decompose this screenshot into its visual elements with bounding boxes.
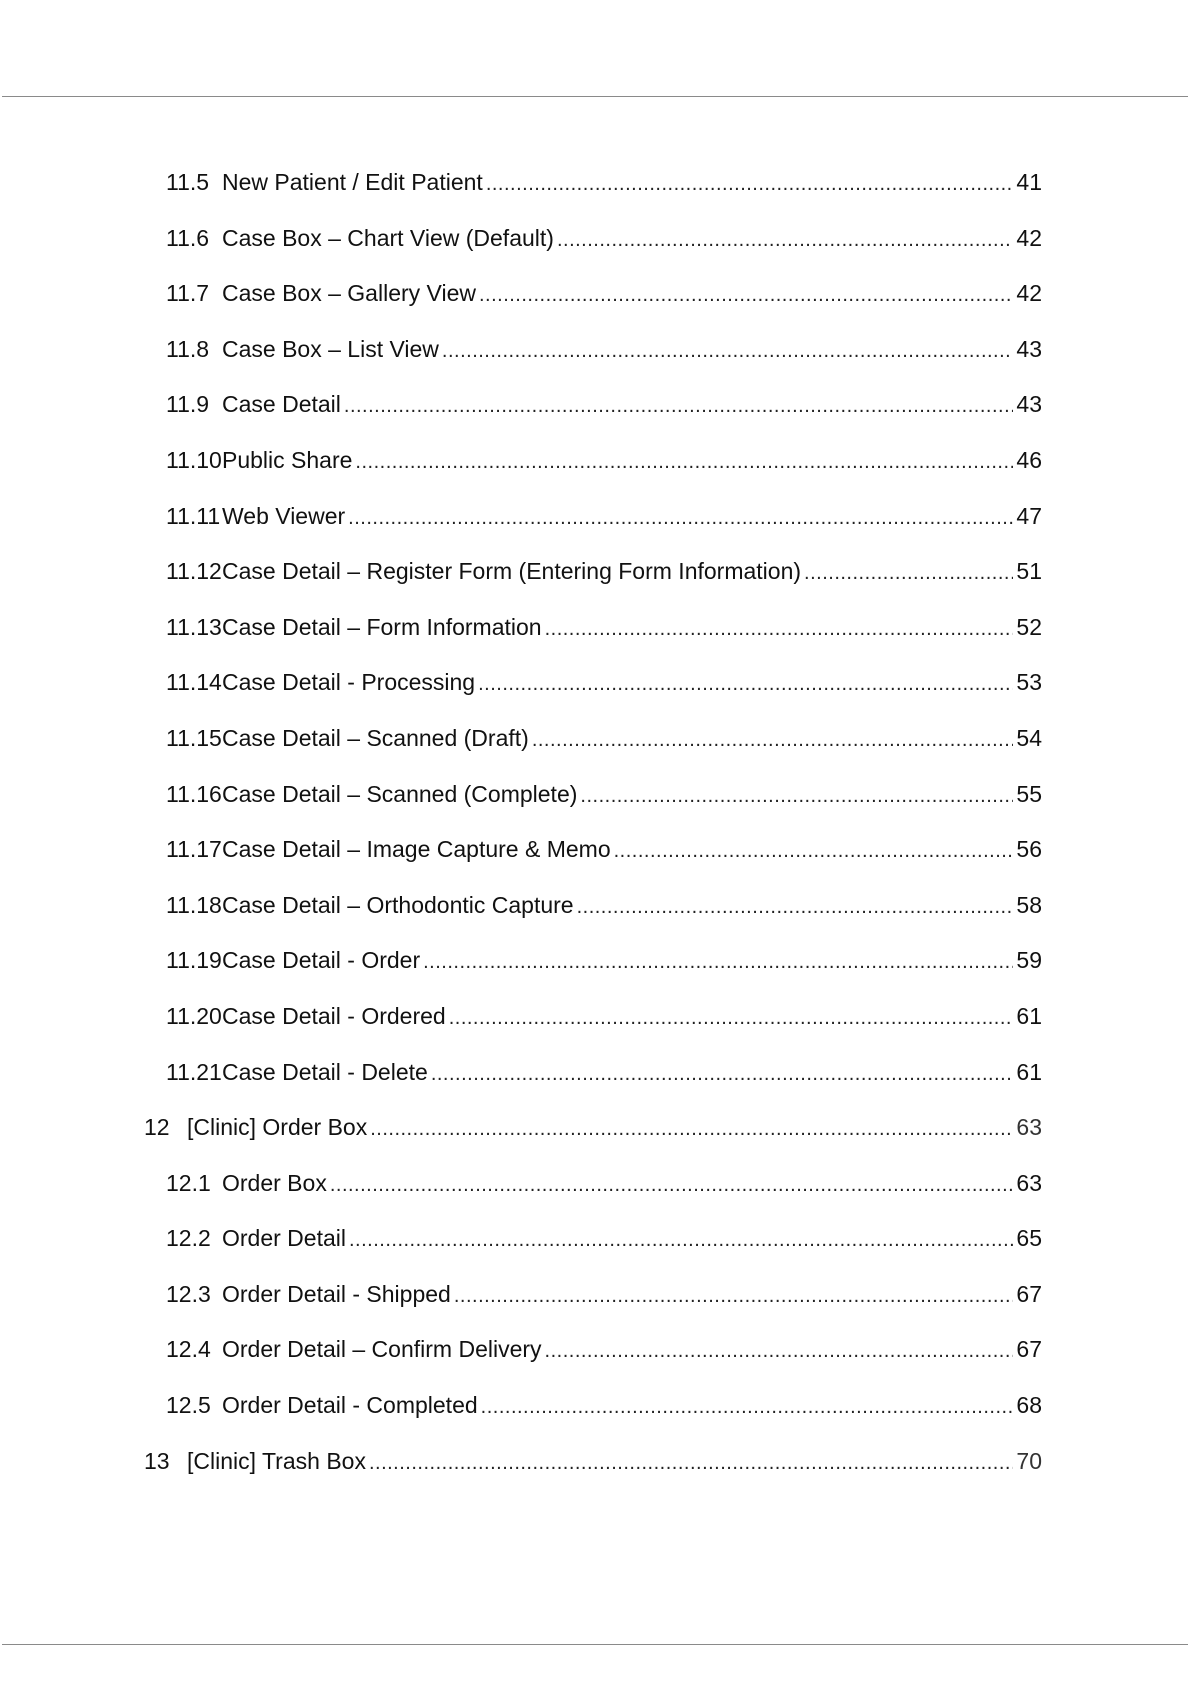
toc-entry-page: 59 bbox=[1016, 947, 1042, 974]
toc-entry-number: 11.11 bbox=[166, 502, 221, 529]
toc-entry-title: Order Detail - Completed bbox=[222, 1392, 478, 1419]
toc-entry-page: 65 bbox=[1016, 1225, 1042, 1252]
toc-entry[interactable] bbox=[0, 389, 1190, 445]
toc-entry-title: Case Detail - Processing bbox=[222, 669, 476, 696]
toc-entry-page: 67 bbox=[1016, 1336, 1042, 1363]
table-of-contents bbox=[0, 167, 1190, 1501]
toc-entry-number: 11.5 bbox=[166, 169, 210, 195]
toc-entry-page: 56 bbox=[1016, 836, 1042, 863]
toc-entry[interactable] bbox=[0, 834, 1190, 890]
toc-entry[interactable] bbox=[0, 945, 1190, 1001]
toc-entry-number: 11.14 bbox=[166, 669, 222, 696]
toc-entry[interactable] bbox=[0, 1390, 1190, 1446]
dot-leader bbox=[481, 1392, 1013, 1422]
toc-entry-page: 53 bbox=[1016, 669, 1042, 696]
toc-entry-title: Case Detail – Register Form (Entering Form Information) bbox=[222, 558, 802, 585]
toc-entry-page: 67 bbox=[1016, 1280, 1042, 1307]
toc-entry-title: Case Detail - Order bbox=[222, 947, 421, 974]
dot-leader bbox=[804, 558, 1013, 588]
toc-entry-page: 63 bbox=[1016, 1169, 1042, 1196]
toc-entry[interactable] bbox=[0, 890, 1190, 946]
toc-entry-number: 12.1 bbox=[166, 1169, 211, 1196]
toc-entry-page: 47 bbox=[1016, 502, 1042, 529]
toc-entry-title: [Clinic] Trash Box bbox=[187, 1447, 366, 1474]
toc-entry-number: 11.8 bbox=[166, 335, 210, 362]
toc-entry-title: Case Box – Chart View (Default) bbox=[222, 224, 554, 251]
dot-leader bbox=[442, 336, 1013, 366]
dot-leader bbox=[545, 1336, 1013, 1366]
dot-leader bbox=[557, 225, 1013, 255]
dot-leader bbox=[344, 391, 1013, 421]
toc-entry-number: 11.16 bbox=[166, 780, 222, 807]
toc-entry-number: 11.17 bbox=[166, 836, 222, 863]
toc-entry[interactable] bbox=[0, 223, 1190, 279]
toc-entry[interactable] bbox=[0, 556, 1190, 612]
toc-entry-page: 63 bbox=[1016, 1114, 1042, 1141]
toc-entry-number: 12.4 bbox=[166, 1336, 211, 1363]
toc-entry-number: 11.13 bbox=[166, 613, 222, 640]
toc-entry[interactable] bbox=[0, 1334, 1190, 1390]
toc-entry[interactable] bbox=[0, 1168, 1190, 1224]
toc-entry-title: Public Share bbox=[222, 446, 353, 473]
toc-entry-title: New Patient / Edit Patient bbox=[222, 169, 483, 195]
toc-entry-title: Case Detail – Scanned (Draft) bbox=[222, 724, 529, 751]
toc-entry-number: 11.12 bbox=[166, 558, 222, 585]
toc-entry[interactable] bbox=[0, 667, 1190, 723]
toc-entry-page: 61 bbox=[1016, 1002, 1042, 1029]
toc-entry-title: Web Viewer bbox=[222, 502, 346, 529]
dot-leader bbox=[423, 947, 1013, 977]
dot-leader bbox=[355, 447, 1013, 477]
dot-leader bbox=[349, 1225, 1013, 1255]
toc-entry-title: Case Detail - Delete bbox=[222, 1058, 428, 1085]
dot-leader bbox=[614, 836, 1013, 866]
dot-leader bbox=[330, 1170, 1013, 1200]
toc-entry-number: 11.9 bbox=[166, 391, 210, 418]
toc-entry[interactable] bbox=[0, 278, 1190, 334]
toc-entry-number: 11.6 bbox=[166, 224, 210, 251]
dot-leader bbox=[431, 1059, 1013, 1089]
toc-entry-title: Order Detail - Shipped bbox=[222, 1280, 451, 1307]
toc-entry-page: 70 bbox=[1016, 1447, 1042, 1474]
toc-entry-number: 11.7 bbox=[166, 280, 210, 307]
toc-entry-title: Order Box bbox=[222, 1169, 327, 1196]
toc-entry[interactable] bbox=[0, 779, 1190, 835]
toc-entry-number: 12.5 bbox=[166, 1392, 211, 1419]
toc-entry-title: Case Detail bbox=[222, 391, 341, 418]
toc-entry-number: 12 bbox=[144, 1114, 170, 1141]
dot-leader bbox=[479, 280, 1013, 310]
toc-entry-number: 12.3 bbox=[166, 1280, 211, 1307]
toc-entry-title: Order Detail – Confirm Delivery bbox=[222, 1336, 542, 1363]
toc-entry-title: Case Detail – Form Information bbox=[222, 613, 542, 640]
toc-entry-page: 43 bbox=[1016, 335, 1042, 362]
toc-entry-page: 55 bbox=[1016, 780, 1042, 807]
toc-entry-title: Case Detail – Scanned (Complete) bbox=[222, 780, 578, 807]
toc-entry-title: Case Box – Gallery View bbox=[222, 280, 476, 307]
toc-entry-page: 58 bbox=[1016, 891, 1042, 918]
toc-entry-page: 46 bbox=[1016, 446, 1042, 473]
toc-entry[interactable] bbox=[0, 1001, 1190, 1057]
dot-leader bbox=[532, 725, 1013, 755]
footer-rule bbox=[2, 1644, 1188, 1645]
toc-entry-page: 68 bbox=[1016, 1392, 1042, 1419]
header-rule bbox=[2, 96, 1188, 97]
toc-entry-number: 12.2 bbox=[166, 1225, 211, 1252]
dot-leader bbox=[454, 1281, 1013, 1311]
dot-leader bbox=[370, 1114, 1013, 1144]
toc-entry-page: 54 bbox=[1016, 724, 1042, 751]
toc-entry-title: Case Box – List View bbox=[222, 335, 439, 362]
toc-entry-page: 61 bbox=[1016, 1058, 1042, 1085]
toc-entry[interactable] bbox=[0, 1057, 1190, 1113]
toc-entry-number: 11.15 bbox=[166, 724, 222, 751]
toc-entry[interactable] bbox=[0, 723, 1190, 779]
toc-entry[interactable] bbox=[0, 501, 1190, 557]
toc-entry-title: Order Detail bbox=[222, 1225, 346, 1252]
dot-leader bbox=[486, 169, 1013, 199]
toc-entry-number: 13 bbox=[144, 1447, 170, 1474]
toc-entry-title: Case Detail – Orthodontic Capture bbox=[222, 891, 574, 918]
toc-entry-page: 43 bbox=[1016, 391, 1042, 418]
toc-entry-page: 52 bbox=[1016, 613, 1042, 640]
toc-entry-number: 11.19 bbox=[166, 947, 222, 974]
toc-entry-number: 11.10 bbox=[166, 446, 222, 473]
toc-chapter-entry[interactable] bbox=[0, 1112, 1190, 1168]
toc-entry[interactable] bbox=[0, 1279, 1190, 1335]
toc-entry-number: 11.18 bbox=[166, 891, 222, 918]
dot-leader bbox=[348, 503, 1013, 533]
toc-entry[interactable] bbox=[0, 445, 1190, 501]
toc-chapter-entry[interactable] bbox=[0, 1446, 1190, 1502]
toc-entry[interactable] bbox=[0, 167, 1190, 223]
toc-entry[interactable] bbox=[0, 1223, 1190, 1279]
toc-entry-page: 42 bbox=[1016, 280, 1042, 307]
toc-entry-number: 11.20 bbox=[166, 1002, 222, 1029]
dot-leader bbox=[577, 892, 1013, 922]
toc-entry[interactable] bbox=[0, 334, 1190, 390]
toc-entry[interactable] bbox=[0, 612, 1190, 668]
dot-leader bbox=[580, 781, 1013, 811]
toc-entry-title: [Clinic] Order Box bbox=[187, 1114, 368, 1141]
toc-entry-title: Case Detail – Image Capture & Memo bbox=[222, 836, 611, 863]
toc-entry-page: 42 bbox=[1016, 224, 1042, 251]
dot-leader bbox=[478, 669, 1013, 699]
toc-entry-page: 51 bbox=[1016, 558, 1042, 585]
toc-entry-title: Case Detail - Ordered bbox=[222, 1002, 446, 1029]
dot-leader bbox=[545, 614, 1013, 644]
toc-entry-number: 11.21 bbox=[166, 1058, 222, 1085]
dot-leader bbox=[449, 1003, 1013, 1033]
toc-entry-page: 41 bbox=[1016, 169, 1042, 195]
dot-leader bbox=[369, 1448, 1013, 1478]
